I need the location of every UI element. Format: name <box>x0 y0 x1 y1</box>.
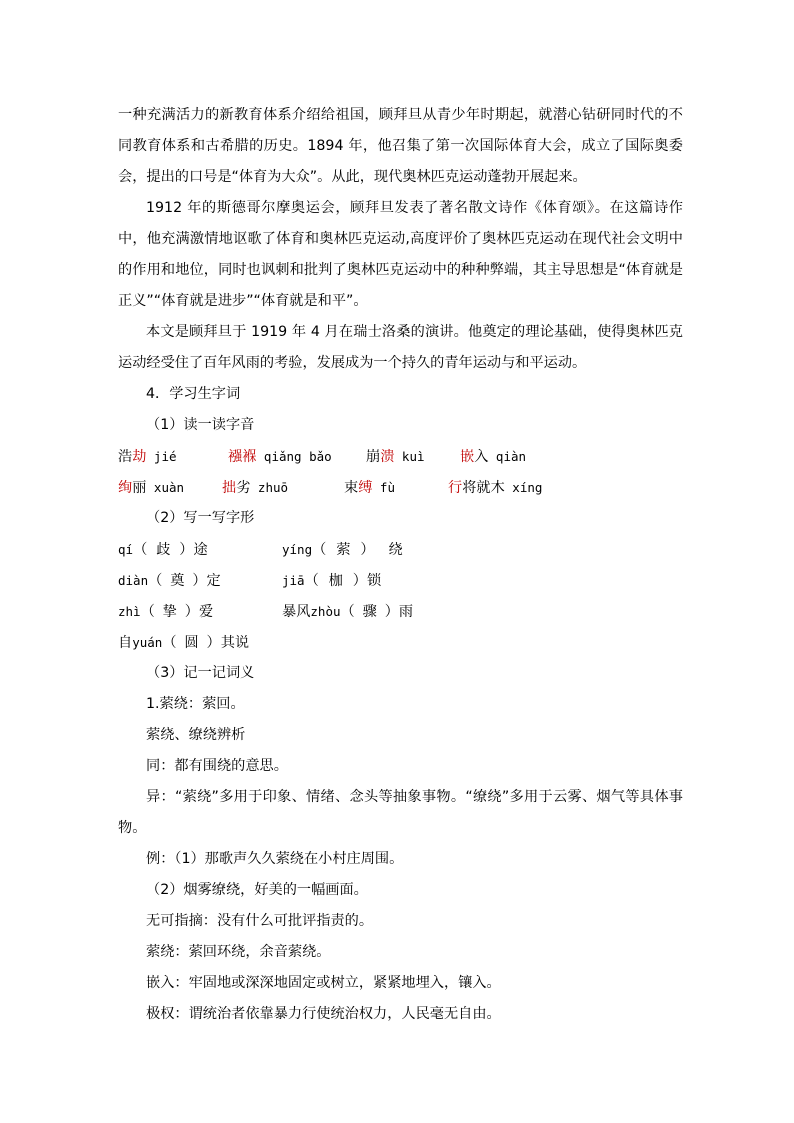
write-item: jiā（ 枷 ）锁 <box>282 573 382 589</box>
pronunciation-row-2 <box>118 472 683 503</box>
word-definition: 无可指摘：没有什么可批评指责的。 <box>146 913 374 929</box>
definition-paragraph: 异：“萦绕”多用于印象、情绪、念头等抽象事物。“缭绕”多用于云雾、烟气等具体事物。 <box>118 789 683 836</box>
writing-row-1 <box>118 534 683 565</box>
word-definition: 嵌入：牢固地或深深地固定或树立，紧紧地埋入，镶入。 <box>146 975 501 991</box>
write-item: zhì（ 挚 ）爱 <box>118 604 214 620</box>
write-item: 自yuán（ 圆 ）其说 <box>118 635 250 651</box>
pron-item: 浩劫 jié <box>118 449 177 465</box>
write-item: yíng（ 萦 ） 绕 <box>282 542 403 558</box>
pron-item: 绚丽 xuàn <box>118 480 185 496</box>
pron-item: 行将就木 xíng <box>448 480 543 496</box>
pron-item: 拙劣 zhuō <box>222 480 289 496</box>
pron-item: 束缚 fù <box>344 480 395 496</box>
pron-item: 崩溃 kuì <box>366 449 425 465</box>
writing-row-4 <box>118 627 683 658</box>
writing-row-3 <box>118 596 683 627</box>
write-item: qí（ 歧 ）途 <box>118 542 208 558</box>
write-item: 暴风zhòu（ 骤 ）雨 <box>282 604 414 620</box>
definition-line: 同：都有围绕的意思。 <box>146 758 288 774</box>
definition-line: 1.萦绕：萦回。 <box>146 696 245 712</box>
example-line: （2）烟雾缭绕，好美的一幅画面。 <box>146 882 368 898</box>
subheading-meanings: （3）记一记词义 <box>146 665 255 681</box>
document-page <box>118 100 683 1030</box>
paragraph-ode-to-sport: 1912 年的斯德哥尔摩奥运会，顾拜旦发表了著名散文诗作《体育颂》。在这篇诗作中，他充满激情地讴歌了体育和奥林匹克运动,高度评价了奥林匹克运动在现代社会文明中的作用和地位，同时也讽刺和批判了奥林匹克运动中的种种弊端，其主导思想是“体育就是正义”“体育就是进步”“体育就是和平”。 <box>118 200 683 309</box>
pron-item: 襁褓 qiǎng bǎo <box>228 449 332 465</box>
example-line: 例：（1）那歌声久久萦绕在小村庄周围。 <box>146 851 404 867</box>
pron-item: 嵌入 qiàn <box>460 449 527 465</box>
paragraph-speech: 本文是顾拜旦于 1919 年 4 月在瑞士洛桑的演讲。他奠定的理论基础，使得奥林匹克运动经受住了百年风雨的考验，发展成为一个持久的青年运动与和平运动。 <box>118 324 683 371</box>
write-item: diàn（ 奠 ）定 <box>118 573 221 589</box>
subheading-writing: （2）写一写字形 <box>146 510 255 526</box>
definition-line: 萦绕、缭绕辨析 <box>146 727 246 743</box>
pronunciation-row-1 <box>118 441 683 472</box>
writing-row-2 <box>118 565 683 596</box>
paragraph-intro: 一种充满活力的新教育体系介绍给祖国，顾拜旦从青少年时期起，就潜心钻研同时代的不同教育体系和古希腊的历史。1894 年，他召集了第一次国际体育大会，成立了国际奥委会，提出的口号是“体育为大众”。从此，现代奥林匹克运动蓬勃开展起来。 <box>118 107 683 185</box>
subheading-pronunciation: （1）读一读字音 <box>146 417 255 433</box>
word-definition: 极权：谓统治者依靠暴力行使统治权力，人民毫无自由。 <box>146 1006 501 1022</box>
section-heading-vocab: 4．学习生字词 <box>146 386 241 402</box>
word-definition: 萦绕：萦回环绕，余音萦绕。 <box>146 944 331 960</box>
